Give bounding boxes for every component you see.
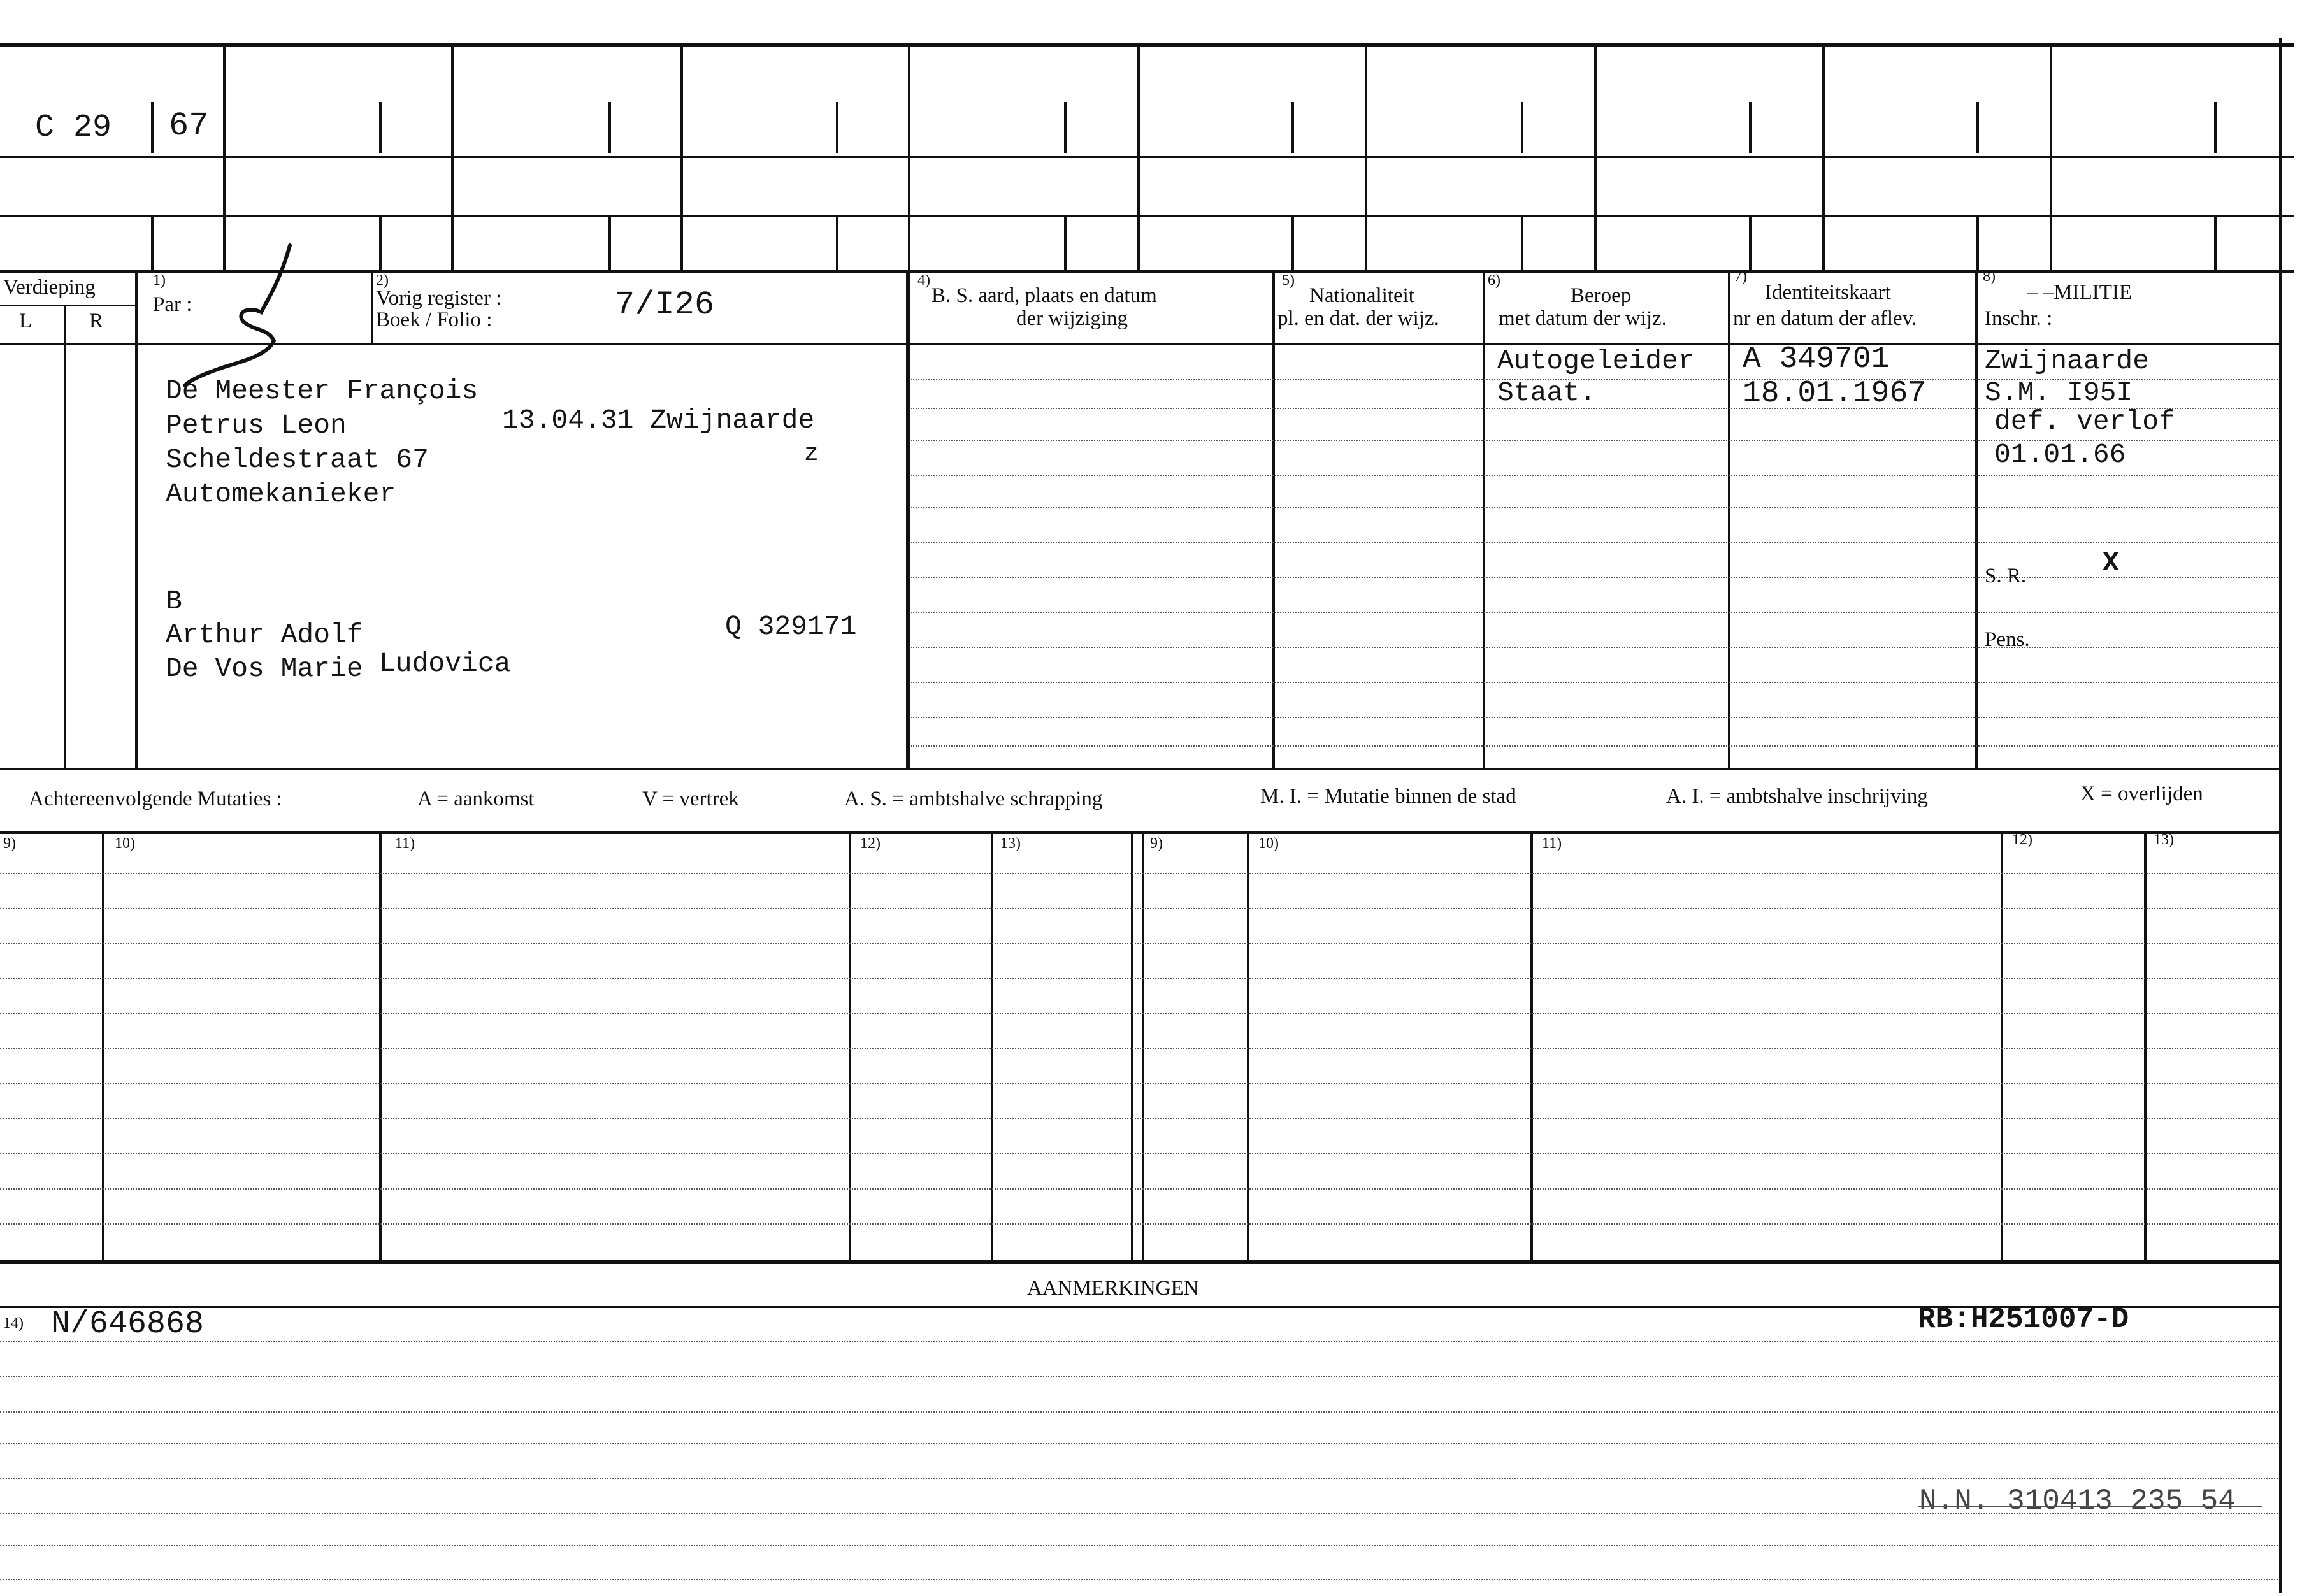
- inschrijving-label: Inschr. :: [1985, 307, 2053, 330]
- person-birth: 13.04.31 Zwijnaarde: [502, 405, 815, 436]
- legend-overlijden: X = overlijden: [2080, 782, 2203, 805]
- bs-label-line1: B. S. aard, plaats en datum: [932, 284, 1157, 307]
- remark-nn-number: N.N. 310413 235 54: [1919, 1485, 2236, 1518]
- remark-number: 14): [3, 1315, 24, 1332]
- mutatie-col-11b: 11): [1542, 835, 1562, 852]
- vorig-register-value: 7/I26: [615, 286, 715, 324]
- mutatie-col-12: 12): [860, 835, 881, 852]
- bs-number: 4): [917, 272, 930, 289]
- beroep-sublabel: met datum der wijz.: [1499, 307, 1667, 330]
- spouse-marker: B: [166, 586, 182, 617]
- mutatie-col-10b: 10): [1258, 835, 1279, 852]
- par-label: Par :: [153, 293, 192, 316]
- bs-label-line2: der wijziging: [1016, 307, 1128, 330]
- mutatie-col-13: 13): [1000, 835, 1021, 852]
- militie-number: 8): [1983, 268, 1996, 285]
- identiteitskaart-sublabel: nr en datum der aflev.: [1733, 307, 1917, 330]
- pens-label: Pens.: [1985, 628, 2030, 651]
- sr-value: X: [2103, 547, 2119, 579]
- nationaliteit-sublabel: pl. en dat. der wijz.: [1277, 307, 1439, 330]
- legend-inschrijving: A. I. = ambtshalve inschrijving: [1666, 785, 1928, 808]
- par-handwritten-mark: [172, 242, 319, 389]
- person-name-line: De Meester François: [166, 375, 478, 406]
- vorig-register-label: Vorig register :: [376, 287, 502, 310]
- boek-folio-label: Boek / Folio :: [376, 308, 493, 331]
- beroep-value-line2: Staat.: [1497, 377, 1596, 408]
- register-code: C 29: [35, 110, 112, 146]
- remark-n-number: N/646868: [51, 1306, 205, 1342]
- person-address: Scheldestraat 67: [166, 444, 429, 475]
- register-number: 67: [169, 107, 209, 145]
- beroep-value: Autogeleider: [1497, 345, 1695, 377]
- verdieping-label: Verdieping: [3, 276, 96, 299]
- militie-class: S.M. I95I: [1985, 377, 2133, 408]
- identiteitskaart-label: Identiteitskaart: [1765, 281, 1891, 304]
- militie-label: – –MILITIE: [2027, 281, 2133, 304]
- legend-schrapping: A. S. = ambtshalve schrapping: [844, 787, 1103, 810]
- person-first-names: Petrus Leon: [166, 410, 347, 441]
- mutatie-col-12b: 12): [2012, 831, 2032, 848]
- mutatie-col-9: 9): [3, 835, 16, 852]
- militie-date: 01.01.66: [1994, 439, 2126, 470]
- mutaties-title: Achtereenvolgende Mutaties :: [29, 787, 282, 810]
- nationaliteit-number: 5): [1282, 272, 1295, 289]
- beroep-label: Beroep: [1571, 284, 1632, 307]
- militie-status: def. verlof: [1994, 406, 2175, 437]
- nationaliteit-label: Nationaliteit: [1309, 284, 1414, 307]
- legend-mutatie: M. I. = Mutatie binnen de stad: [1260, 785, 1516, 808]
- person-mark-z: z: [804, 440, 819, 468]
- remark-rb-code: RB:H251007-D: [1918, 1303, 2129, 1336]
- legend-aankomst: A = aankomst: [417, 787, 535, 810]
- beroep-number: 6): [1488, 272, 1500, 289]
- nn-strikethrough: [1918, 1506, 2262, 1507]
- legend-vertrek: V = vertrek: [642, 787, 739, 810]
- person-occupation: Automekanieker: [166, 478, 396, 510]
- par-number: 1): [153, 272, 166, 289]
- mutatie-col-11: 11): [395, 835, 415, 852]
- column-l-label: L: [19, 310, 32, 333]
- spouse-first-names: Arthur Adolf: [166, 619, 363, 651]
- spouse-reference: Q 329171: [725, 611, 857, 642]
- spouse-name-extra: Ludovica: [379, 648, 511, 679]
- aanmerkingen-title: AANMERKINGEN: [1027, 1277, 1199, 1300]
- sr-label: S. R.: [1985, 564, 2027, 587]
- spouse-name: De Vos Marie: [166, 653, 363, 684]
- vorig-register-number: 2): [376, 272, 389, 289]
- mutatie-col-13b: 13): [2154, 831, 2174, 848]
- militie-place: Zwijnaarde: [1985, 345, 2150, 377]
- mutatie-col-10: 10): [115, 835, 135, 852]
- identiteitskaart-number: 7): [1734, 268, 1747, 285]
- column-r-label: R: [89, 310, 104, 333]
- mutatie-col-9b: 9): [1150, 835, 1163, 852]
- id-card-number: A 349701: [1743, 342, 1890, 377]
- id-card-date: 18.01.1967: [1743, 377, 1927, 411]
